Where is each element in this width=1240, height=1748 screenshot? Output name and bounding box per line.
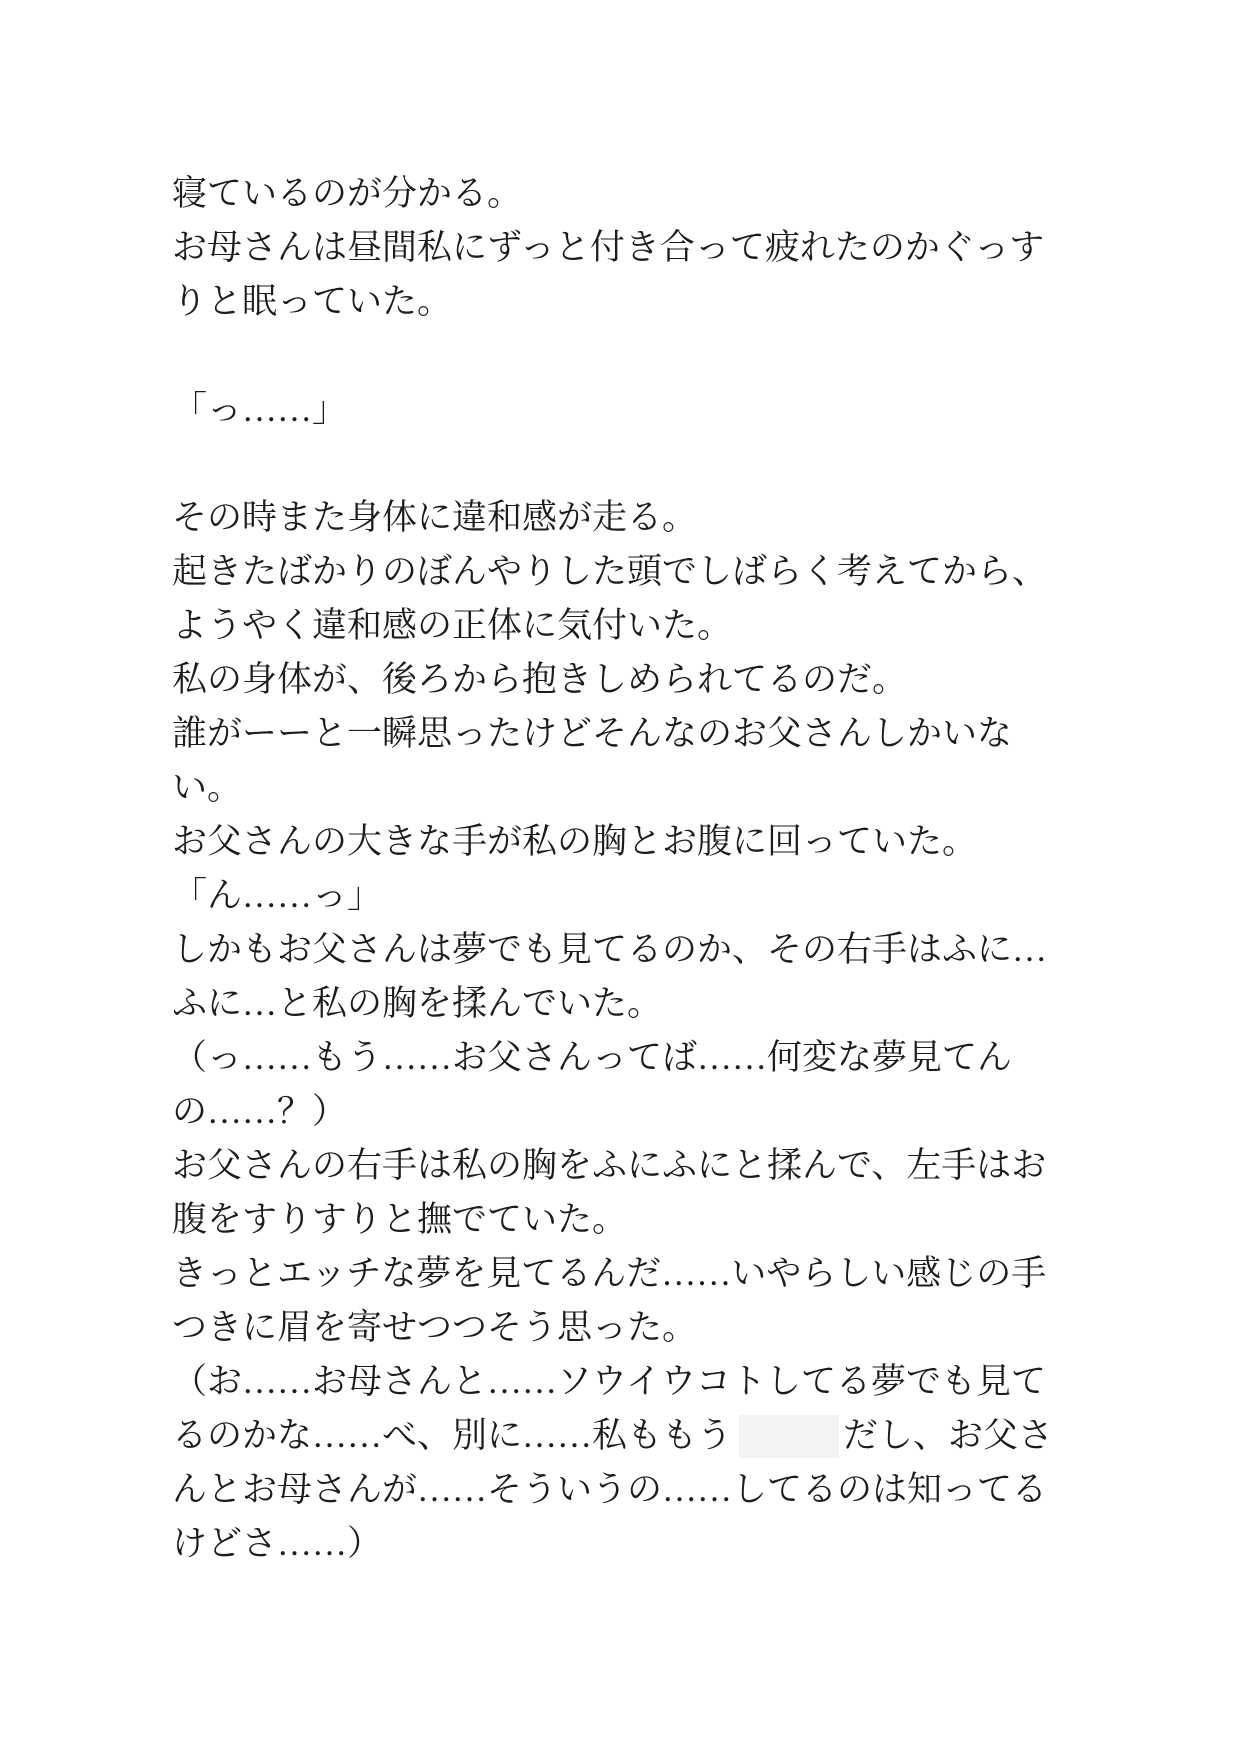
line-text: 「っ……」 — [172, 390, 348, 429]
text-line — [172, 1139, 1082, 1193]
blank-line — [172, 329, 1082, 383]
line-text: お母さんは昼間私にずっと付き合って疲れたのかぐっす — [172, 228, 1045, 267]
text-line-with-redaction — [172, 1409, 1082, 1463]
text-line — [172, 383, 1082, 437]
line-text: 私の身体が、後ろから抱きしめられてるのだ。 — [172, 660, 908, 699]
line-text: 腹をすりすりと撫でていた。 — [172, 1200, 628, 1239]
story-text — [172, 167, 1082, 1571]
blank-line — [172, 437, 1082, 491]
line-text: お父さんの大きな手が私の胸とお腹に回っていた。 — [172, 822, 978, 861]
text-line — [172, 1247, 1082, 1301]
text-line — [172, 977, 1082, 1031]
line-text: けどさ……） — [172, 1524, 383, 1563]
text-line — [172, 545, 1082, 599]
text-line — [172, 653, 1082, 707]
text-line — [172, 1355, 1082, 1409]
text-line — [172, 761, 1082, 815]
line-text: 誰がーーと一瞬思ったけどそんなのお父さんしかいな — [172, 714, 1013, 753]
text-line — [172, 1463, 1082, 1517]
line-text: つきに眉を寄せつつそう思った。 — [172, 1308, 698, 1347]
line-text: 起きたばかりのぼんやりした頭でしばらく考えてから、 — [172, 552, 1048, 591]
line-text: しかもお父さんは夢でも見てるのか、その右手はふに… — [172, 930, 1048, 969]
text-line — [172, 1517, 1082, 1571]
censored-text-box — [739, 1415, 839, 1458]
line-text: ようやく違和感の正体に気付いた。 — [172, 606, 733, 645]
text-line — [172, 707, 1082, 761]
line-text: （お……お母さんと……ソウイウコトしてる夢でも見て — [172, 1362, 1046, 1401]
text-line — [172, 275, 1082, 329]
line-text: お父さんの右手は私の胸をふにふにと揉んで、左手はお — [172, 1146, 1047, 1185]
text-line — [172, 923, 1082, 977]
line-text: の……？） — [172, 1092, 348, 1131]
line-text: 寝ているのが分かる。 — [172, 174, 523, 213]
text-line — [172, 1085, 1082, 1139]
text-line — [172, 869, 1082, 923]
line-text: だし、お父さ — [843, 1416, 1054, 1455]
line-text: 「ん……っ」 — [172, 876, 383, 915]
text-line — [172, 815, 1082, 869]
text-line — [172, 1193, 1082, 1247]
text-line — [172, 1031, 1082, 1085]
text-line — [172, 491, 1082, 545]
line-text: その時また身体に違和感が走る。 — [172, 498, 698, 537]
line-text: きっとエッチな夢を見てるんだ……いやらしい感じの手 — [172, 1254, 1047, 1293]
text-line — [172, 1301, 1082, 1355]
text-line — [172, 221, 1082, 275]
line-text: るのかな……べ、別に……私ももう — [172, 1416, 733, 1455]
line-text: （っ……もう……お父さんってば……何変な夢見てん — [172, 1038, 1013, 1077]
line-text: い。 — [172, 768, 243, 807]
line-text: ふに…と私の胸を揉んでいた。 — [172, 984, 663, 1023]
line-text: りと眠っていた。 — [172, 282, 453, 321]
line-text: んとお母さんが……そういうの……してるのは知ってる — [172, 1470, 1048, 1509]
text-line — [172, 599, 1082, 653]
text-line — [172, 167, 1082, 221]
